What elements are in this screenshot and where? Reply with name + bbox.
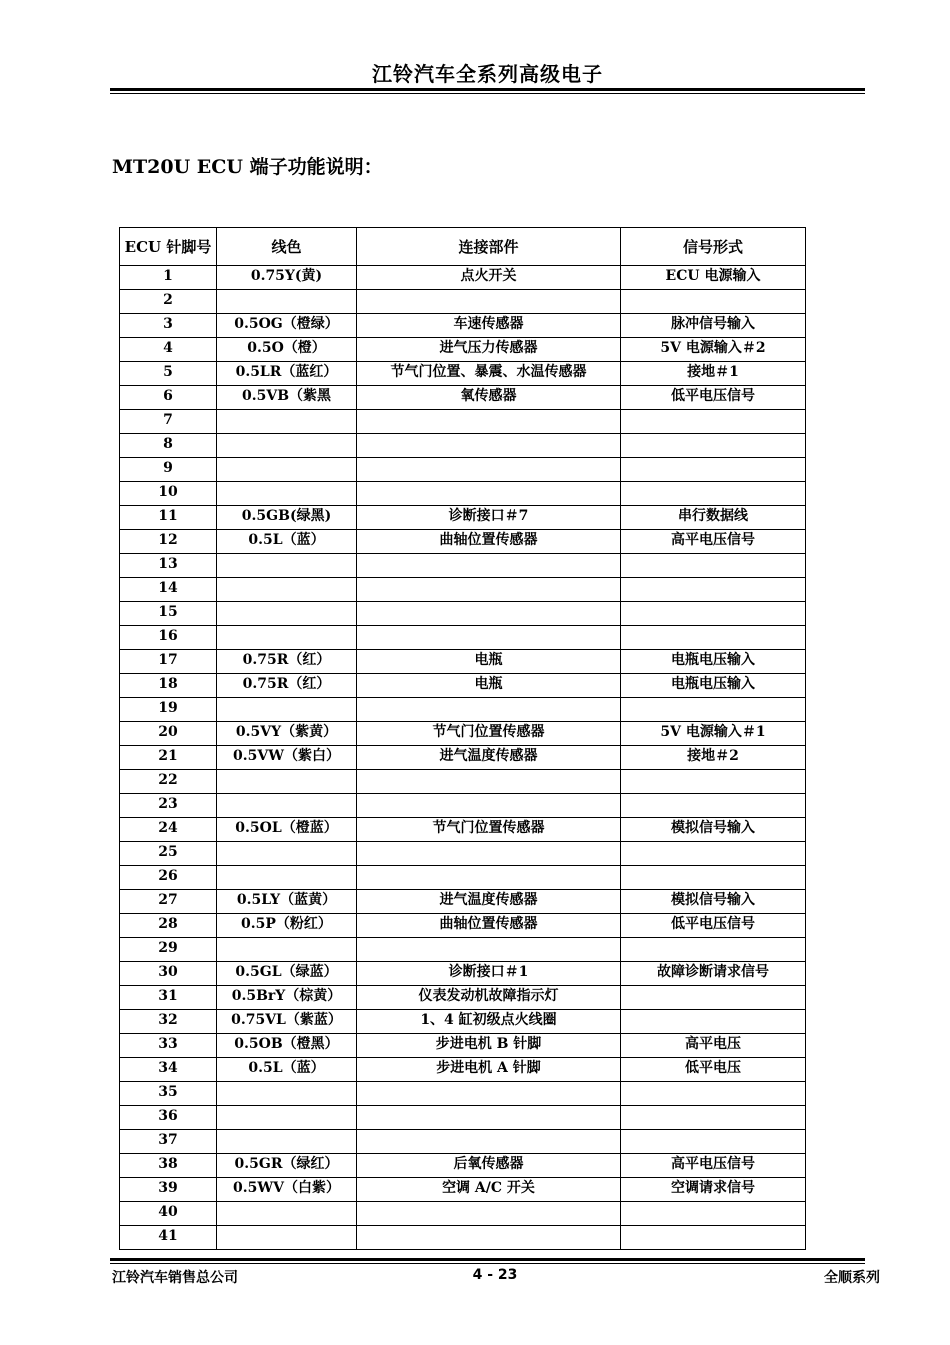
pin-number-cell: 12 <box>120 530 217 554</box>
signal-type-cell <box>621 434 806 458</box>
pin-number-cell: 31 <box>120 986 217 1010</box>
signal-type-cell <box>621 794 806 818</box>
footer-rule-thin <box>110 1263 865 1264</box>
section-title: MT20U ECU 端子功能说明： <box>112 156 383 178</box>
signal-type-cell <box>621 1082 806 1106</box>
signal-type-cell <box>621 1130 806 1154</box>
wire-color-cell: 0.5P（粉红） <box>217 914 357 938</box>
pin-number-cell: 7 <box>120 410 217 434</box>
component-cell <box>357 866 621 890</box>
table-row <box>120 938 806 962</box>
signal-type-cell <box>621 602 806 626</box>
table-row <box>120 818 806 842</box>
wire-color-cell <box>217 1226 357 1250</box>
pin-number-cell: 4 <box>120 338 217 362</box>
wire-color-cell: 0.5L（蓝） <box>217 1058 357 1082</box>
wire-color-cell: 0.5GL（绿蓝） <box>217 962 357 986</box>
pin-number-cell: 27 <box>120 890 217 914</box>
wire-color-cell: 0.5O（橙） <box>217 338 357 362</box>
component-cell: 仪表发动机故障指示灯 <box>357 986 621 1010</box>
signal-type-cell: 低平电压信号 <box>621 914 806 938</box>
component-cell <box>357 482 621 506</box>
table-row <box>120 1058 806 1082</box>
ecu-pin-table <box>119 227 806 1250</box>
wire-color-cell: 0.5LR（蓝红） <box>217 362 357 386</box>
wire-color-cell <box>217 1202 357 1226</box>
signal-type-cell <box>621 1226 806 1250</box>
signal-type-cell: 故障诊断请求信号 <box>621 962 806 986</box>
table-row <box>120 1130 806 1154</box>
pin-number-cell: 41 <box>120 1226 217 1250</box>
pin-number-cell: 13 <box>120 554 217 578</box>
component-cell <box>357 578 621 602</box>
signal-type-cell <box>621 698 806 722</box>
wire-color-cell: 0.5VB（紫黑 <box>217 386 357 410</box>
wire-color-cell: 0.75R（红） <box>217 674 357 698</box>
wire-color-cell: 0.5OL（橙蓝） <box>217 818 357 842</box>
signal-type-cell <box>621 290 806 314</box>
signal-type-cell <box>621 1106 806 1130</box>
table-row <box>120 266 806 290</box>
signal-type-cell: 模拟信号输入 <box>621 818 806 842</box>
pin-number-cell: 19 <box>120 698 217 722</box>
component-cell: 点火开关 <box>357 266 621 290</box>
signal-type-cell: 低平电压信号 <box>621 386 806 410</box>
signal-type-cell <box>621 938 806 962</box>
table-row <box>120 482 806 506</box>
component-cell <box>357 1226 621 1250</box>
signal-type-cell <box>621 1202 806 1226</box>
component-cell <box>357 1082 621 1106</box>
table-row <box>120 1178 806 1202</box>
signal-type-cell: ECU 电源输入 <box>621 266 806 290</box>
signal-type-cell: 高平电压 <box>621 1034 806 1058</box>
pin-number-cell: 36 <box>120 1106 217 1130</box>
signal-type-cell: 5V 电源输入＃1 <box>621 722 806 746</box>
pin-number-cell: 23 <box>120 794 217 818</box>
component-cell: 电瓶 <box>357 650 621 674</box>
table-row <box>120 362 806 386</box>
table-row <box>120 458 806 482</box>
table-row <box>120 1202 806 1226</box>
component-cell: 曲轴位置传感器 <box>357 530 621 554</box>
component-cell: 氧传感器 <box>357 386 621 410</box>
table-row <box>120 650 806 674</box>
pin-number-cell: 21 <box>120 746 217 770</box>
pin-number-cell: 5 <box>120 362 217 386</box>
signal-type-cell <box>621 986 806 1010</box>
wire-color-cell <box>217 938 357 962</box>
wire-color-cell <box>217 410 357 434</box>
component-cell <box>357 1106 621 1130</box>
table-row <box>120 1154 806 1178</box>
pin-number-cell: 30 <box>120 962 217 986</box>
pin-number-cell: 15 <box>120 602 217 626</box>
table-row <box>120 1034 806 1058</box>
wire-color-cell: 0.5WV（白紫） <box>217 1178 357 1202</box>
pin-number-cell: 40 <box>120 1202 217 1226</box>
wire-color-cell: 0.5BrY（棕黄） <box>217 986 357 1010</box>
component-cell: 进气压力传感器 <box>357 338 621 362</box>
table-row <box>120 338 806 362</box>
wire-color-cell: 0.5OG（橙绿） <box>217 314 357 338</box>
table-row <box>120 842 806 866</box>
signal-type-cell <box>621 410 806 434</box>
signal-type-cell: 接地＃2 <box>621 746 806 770</box>
table-row <box>120 722 806 746</box>
header-rule-thick <box>110 88 865 91</box>
table-row <box>120 914 806 938</box>
table-row <box>120 986 806 1010</box>
signal-type-cell <box>621 578 806 602</box>
wire-color-cell <box>217 482 357 506</box>
table-row <box>120 578 806 602</box>
page-header-title: 江铃汽车全系列高级电子 <box>372 62 603 86</box>
pin-number-cell: 9 <box>120 458 217 482</box>
wire-color-cell: 0.5VW（紫白） <box>217 746 357 770</box>
table-row <box>120 290 806 314</box>
signal-type-cell: 空调请求信号 <box>621 1178 806 1202</box>
pin-number-cell: 28 <box>120 914 217 938</box>
table-row <box>120 962 806 986</box>
pin-number-cell: 3 <box>120 314 217 338</box>
component-cell: 曲轴位置传感器 <box>357 914 621 938</box>
pin-number-cell: 16 <box>120 626 217 650</box>
table-row <box>120 866 806 890</box>
component-cell <box>357 794 621 818</box>
footer-company: 江铃汽车销售总公司 <box>112 1270 238 1286</box>
component-cell <box>357 1130 621 1154</box>
pin-number-cell: 37 <box>120 1130 217 1154</box>
table-row <box>120 698 806 722</box>
wire-color-cell: 0.5OB（橙黑） <box>217 1034 357 1058</box>
wire-color-cell <box>217 458 357 482</box>
footer-series: 全顺系列 <box>824 1270 880 1286</box>
component-cell: 步进电机 B 针脚 <box>357 1034 621 1058</box>
table-row <box>120 1010 806 1034</box>
pin-number-cell: 24 <box>120 818 217 842</box>
pin-number-cell: 8 <box>120 434 217 458</box>
table-row <box>120 746 806 770</box>
wire-color-cell <box>217 770 357 794</box>
component-cell: 步进电机 A 针脚 <box>357 1058 621 1082</box>
pin-number-cell: 26 <box>120 866 217 890</box>
signal-type-cell: 低平电压 <box>621 1058 806 1082</box>
pin-number-cell: 11 <box>120 506 217 530</box>
wire-color-cell <box>217 698 357 722</box>
wire-color-cell: 0.5GR（绿红） <box>217 1154 357 1178</box>
component-cell <box>357 602 621 626</box>
wire-color-cell <box>217 626 357 650</box>
wire-color-cell: 0.75R（红） <box>217 650 357 674</box>
table-row <box>120 530 806 554</box>
pin-number-cell: 34 <box>120 1058 217 1082</box>
wire-color-cell <box>217 842 357 866</box>
pin-number-cell: 32 <box>120 1010 217 1034</box>
component-cell: 诊断接口＃1 <box>357 962 621 986</box>
column-header-wire-color: 线色 <box>217 228 357 266</box>
pin-number-cell: 14 <box>120 578 217 602</box>
signal-type-cell: 电瓶电压输入 <box>621 674 806 698</box>
component-cell: 车速传感器 <box>357 314 621 338</box>
pin-number-cell: 6 <box>120 386 217 410</box>
table-row <box>120 1226 806 1250</box>
table-row <box>120 314 806 338</box>
wire-color-cell: 0.5L（蓝） <box>217 530 357 554</box>
signal-type-cell <box>621 458 806 482</box>
wire-color-cell <box>217 1082 357 1106</box>
wire-color-cell <box>217 578 357 602</box>
signal-type-cell: 高平电压信号 <box>621 1154 806 1178</box>
pin-number-cell: 20 <box>120 722 217 746</box>
component-cell <box>357 842 621 866</box>
component-cell <box>357 458 621 482</box>
pin-number-cell: 1 <box>120 266 217 290</box>
component-cell: 进气温度传感器 <box>357 746 621 770</box>
component-cell: 诊断接口＃7 <box>357 506 621 530</box>
pin-number-cell: 39 <box>120 1178 217 1202</box>
table-row <box>120 506 806 530</box>
signal-type-cell <box>621 482 806 506</box>
signal-type-cell <box>621 842 806 866</box>
table-header-row <box>120 228 806 266</box>
pin-number-cell: 38 <box>120 1154 217 1178</box>
component-cell: 节气门位置传感器 <box>357 722 621 746</box>
footer-rule-thick <box>110 1258 865 1261</box>
table-row <box>120 794 806 818</box>
column-header-signal: 信号形式 <box>621 228 806 266</box>
table-body <box>120 266 806 1250</box>
pin-number-cell: 22 <box>120 770 217 794</box>
wire-color-cell <box>217 794 357 818</box>
signal-type-cell <box>621 866 806 890</box>
column-header-component: 连接部件 <box>357 228 621 266</box>
table-row <box>120 626 806 650</box>
pin-number-cell: 2 <box>120 290 217 314</box>
component-cell: 1、4 缸初级点火线圈 <box>357 1010 621 1034</box>
component-cell: 节气门位置、暴震、水温传感器 <box>357 362 621 386</box>
component-cell: 后氧传感器 <box>357 1154 621 1178</box>
component-cell <box>357 770 621 794</box>
signal-type-cell: 电瓶电压输入 <box>621 650 806 674</box>
table-row <box>120 1082 806 1106</box>
wire-color-cell: 0.75VL（紫蓝） <box>217 1010 357 1034</box>
wire-color-cell <box>217 602 357 626</box>
pin-number-cell: 33 <box>120 1034 217 1058</box>
component-cell <box>357 554 621 578</box>
signal-type-cell: 脉冲信号输入 <box>621 314 806 338</box>
signal-type-cell <box>621 554 806 578</box>
table-row <box>120 674 806 698</box>
table-row <box>120 890 806 914</box>
column-header-pin: ECU 针脚号 <box>120 228 217 266</box>
wire-color-cell <box>217 290 357 314</box>
pin-number-cell: 18 <box>120 674 217 698</box>
component-cell <box>357 410 621 434</box>
pin-number-cell: 17 <box>120 650 217 674</box>
signal-type-cell: 模拟信号输入 <box>621 890 806 914</box>
table-row <box>120 410 806 434</box>
pin-number-cell: 25 <box>120 842 217 866</box>
signal-type-cell: 接地＃1 <box>621 362 806 386</box>
footer-page-number: 4 - 23 <box>472 1267 518 1283</box>
wire-color-cell <box>217 1106 357 1130</box>
table-row <box>120 386 806 410</box>
wire-color-cell: 0.75Y(黄) <box>217 266 357 290</box>
table-row <box>120 770 806 794</box>
component-cell <box>357 698 621 722</box>
component-cell <box>357 434 621 458</box>
wire-color-cell: 0.5GB(绿黑) <box>217 506 357 530</box>
wire-color-cell <box>217 434 357 458</box>
signal-type-cell: 串行数据线 <box>621 506 806 530</box>
signal-type-cell <box>621 626 806 650</box>
wire-color-cell <box>217 554 357 578</box>
header-rule-thin <box>110 93 865 94</box>
pin-number-cell: 29 <box>120 938 217 962</box>
pin-number-cell: 10 <box>120 482 217 506</box>
signal-type-cell <box>621 1010 806 1034</box>
table-row <box>120 434 806 458</box>
component-cell: 节气门位置传感器 <box>357 818 621 842</box>
component-cell: 电瓶 <box>357 674 621 698</box>
component-cell <box>357 290 621 314</box>
signal-type-cell: 5V 电源输入＃2 <box>621 338 806 362</box>
wire-color-cell <box>217 866 357 890</box>
wire-color-cell <box>217 1130 357 1154</box>
pin-number-cell: 35 <box>120 1082 217 1106</box>
component-cell <box>357 626 621 650</box>
wire-color-cell: 0.5VY（紫黄） <box>217 722 357 746</box>
signal-type-cell <box>621 770 806 794</box>
table-row <box>120 1106 806 1130</box>
component-cell <box>357 938 621 962</box>
component-cell <box>357 1202 621 1226</box>
signal-type-cell: 高平电压信号 <box>621 530 806 554</box>
table-row <box>120 554 806 578</box>
wire-color-cell: 0.5LY（蓝黄） <box>217 890 357 914</box>
component-cell: 空调 A/C 开关 <box>357 1178 621 1202</box>
table-row <box>120 602 806 626</box>
component-cell: 进气温度传感器 <box>357 890 621 914</box>
